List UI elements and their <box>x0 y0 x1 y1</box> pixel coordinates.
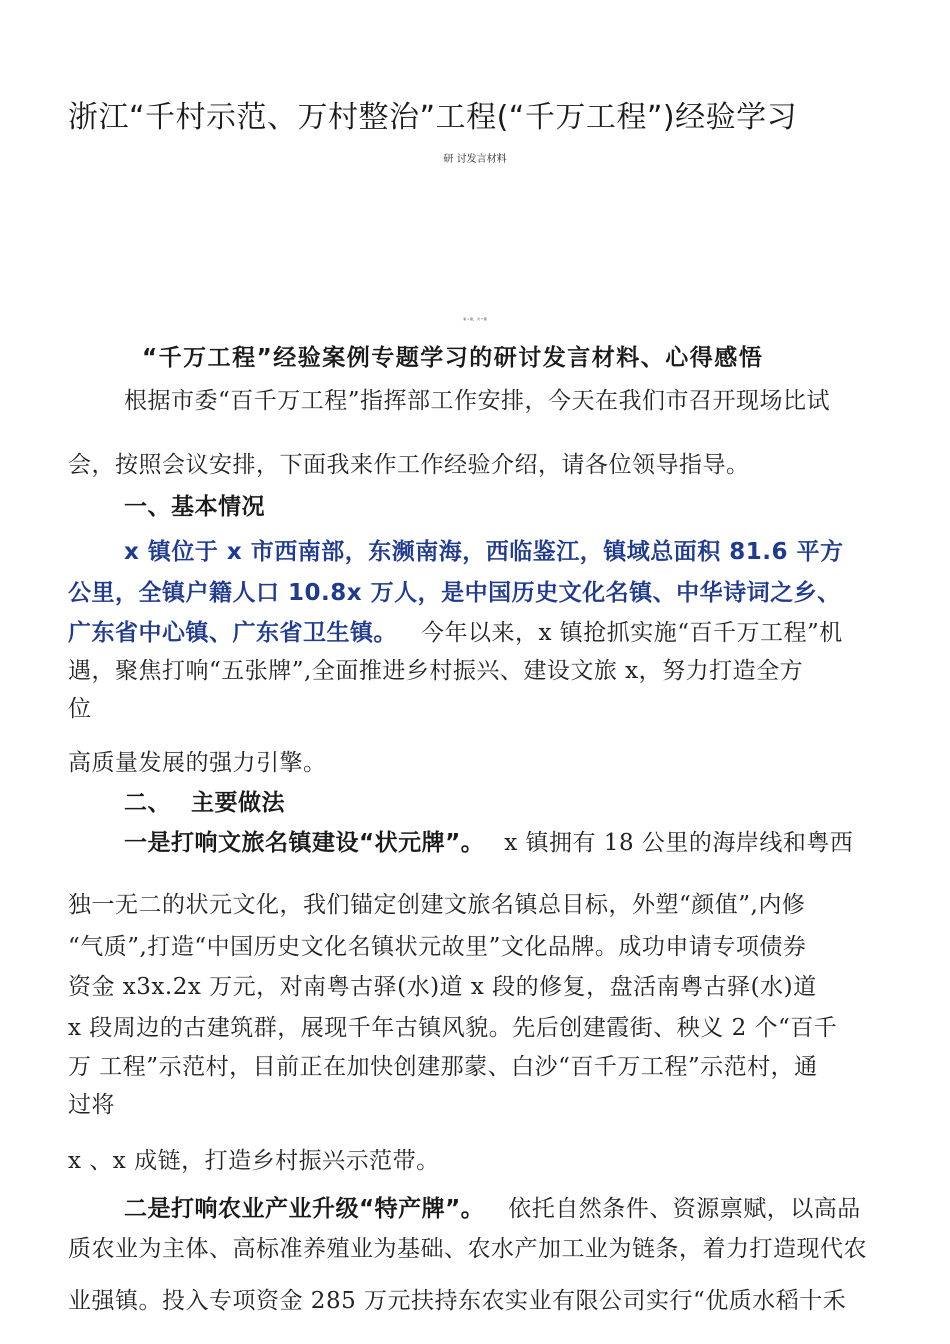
methods-p1-lead: 一是打响文旅名镇建设“状元牌”。 <box>124 830 485 856</box>
methods-p1-line-6: 万 工程”示范村，目前正在加快创建那蒙、白沙“百千万工程”示范村，通 <box>68 1054 818 1080</box>
methods-p1-line-4: 资金 x3x.2x 万元，对南粤古驿(水)道 x 段的修复，盘活南粤古驿(水)道 <box>68 974 817 1000</box>
basic-blue-line-3: 广东省中心镇、广东省卫生镇。 <box>68 620 397 646</box>
part-label: 第 1 篇， 共 7 篇 <box>463 317 487 321</box>
basic-line-5: 位 <box>68 696 92 722</box>
methods-p1-line-1 <box>124 828 853 858</box>
intro-line-1: 根据市委“百千万工程”指挥部工作安排，今天在我们市召开现场比试 <box>124 388 831 414</box>
basic-line-6: 高质量发展的强力引擎。 <box>68 750 327 776</box>
article-subtitle: “千万工程”经验案例专题学习的研讨发言材料、心得感悟 <box>142 345 764 371</box>
methods-p2-line-1-rest: 依托自然条件、资源禀赋，以高品 <box>508 1196 861 1222</box>
basic-line-3 <box>68 618 843 648</box>
basic-line-4: 遇，聚焦打响“五张牌”,全面推进乡村振兴、建设文旅 x，努力打造全方 <box>68 658 804 684</box>
intro-line-2: 会，按照会议安排，下面我来作工作经验介绍，请各位领导指导。 <box>68 452 750 478</box>
methods-p2-line-2: 质农业为主体、高标准养殖业为基础、农水产加工业为链条，着力打造现代农 <box>68 1236 867 1262</box>
section-heading-methods-num: 二、 <box>124 790 171 816</box>
section-heading-basic: 一、基本情况 <box>124 494 265 520</box>
doc-title-line-1: 浙江“千村示范、万村整治”工程(“千万工程”)经验学习 <box>68 100 798 135</box>
methods-p1-line-8: x 、x 成链，打造乡村振兴示范带。 <box>68 1148 440 1174</box>
basic-blue-line-2: 公里，全镇户籍人口 10.8x 万人，是中国历史文化名镇、中华诗词之乡、 <box>68 580 841 606</box>
methods-p1-line-1-rest: x 镇拥有 18 公里的海岸线和粤西 <box>504 830 854 856</box>
methods-p1-line-3: “气质”,打造“中国历史文化名镇状元故里”文化品牌。成功申请专项债券 <box>68 934 807 960</box>
methods-p1-line-7: 过将 <box>68 1092 115 1118</box>
section-heading-methods-text: 主要做法 <box>191 790 285 816</box>
methods-p2-line-1 <box>124 1194 861 1224</box>
section-heading-methods <box>124 788 285 818</box>
basic-blue-line-1: x 镇位于 x 市西南部，东濒南海，西临鉴江，镇域总面积 81.6 平方 <box>124 539 844 565</box>
methods-p1-line-5: x 段周边的古建筑群，展现千年古镇风貌。先后创建霞街、秧义 2 个“百千 <box>68 1015 838 1041</box>
doc-title-line-2: 研 讨发言材料 <box>443 154 507 165</box>
basic-line-3-rest: 今年以来，x 镇抢抓实施“百千万工程”机 <box>421 620 843 646</box>
methods-p2-line-3: 业强镇。投入专项资金 285 万元扶持东农实业有限公司实行“优质水稻十禾 <box>68 1288 847 1314</box>
methods-p2-lead: 二是打响农业产业升级“特产牌”。 <box>124 1196 485 1222</box>
methods-p1-line-2: 独一无二的状元文化，我们锚定创建文旅名镇总目标，外塑“颜值”,内修 <box>68 892 806 918</box>
